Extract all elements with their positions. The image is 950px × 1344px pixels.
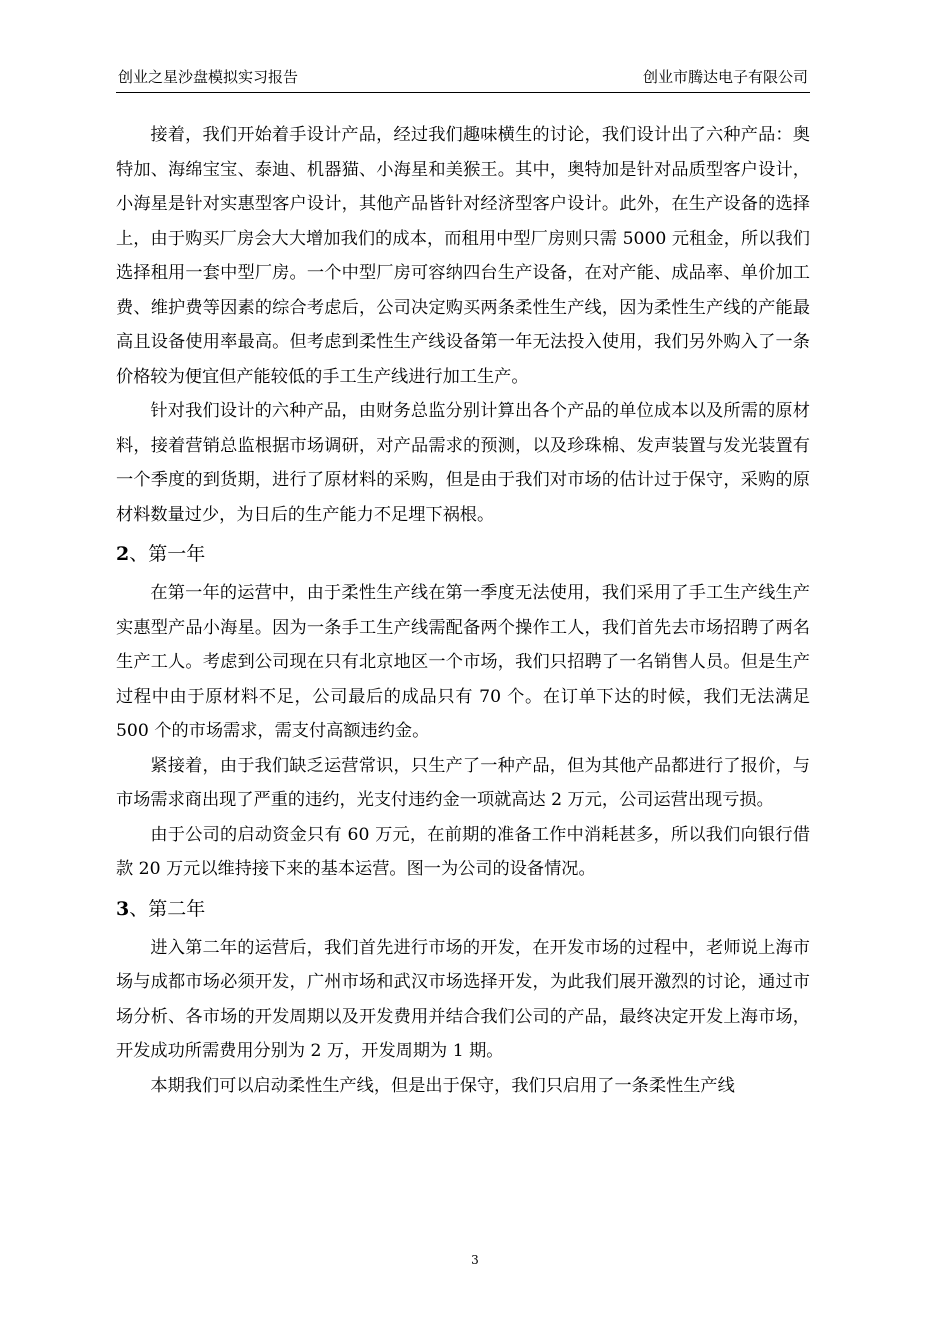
paragraph-material-purchase: 针对我们设计的六种产品，由财务总监分别计算出各个产品的单位成本以及所需的原材料，接着营销总监根据市场调研，对产品需求的预测，以及珍珠棉、发声装置与发光装置有一个季度的到货期，进行了原材料的采购，但是由于我们对市场的估计过于保守，采购的原材料数量过少，为日后的生产能力不足埋下祸根。 [116, 401, 810, 525]
section-heading-year2 [116, 887, 810, 931]
section-title: 、第二年 [129, 897, 206, 920]
page-number: 3 [471, 1253, 479, 1267]
paragraph-year1-loan: 由于公司的启动资金只有 60 万元，在前期的准备工作中消耗甚多，所以我们向银行借款 20 万元以维持接下来的基本运营。图一为公司的设备情况。 [116, 824, 810, 879]
paragraph-product-design: 接着，我们开始着手设计产品，经过我们趣味横生的讨论，我们设计出了六种产品：奥特加、海绵宝宝、泰迪、机器猫、小海星和美猴王。其中，奥特加是针对品质型客户设计，小海星是针对实惠型客户设计，其他产品皆针对经济型客户设计。此外，在生产设备的选择上，由于购买厂房会大大增加我们的成本，而租用中型厂房则只需 5000 元租金，所以我们选择租用一套中型厂房。一个中型厂房可容纳四台生产设备，在对产能、成品率、单价加工费、维护费等因素的综合考虑后，公司决定购买两条柔性生产线，因为柔性生产线的产能最高且设备使用率最高。但考虑到柔性生产线设备第一年无法投入使用，我们另外购入了一条价格较为便宜但产能较低的手工生产线进行加工生产。 [116, 125, 810, 387]
section-number: 3 [116, 897, 130, 920]
paragraph-year1-production: 在第一年的运营中，由于柔性生产线在第一季度无法使用，我们采用了手工生产线生产实惠型产品小海星。因为一条手工生产线需配备两个操作工人，我们首先去市场招聘了两名生产工人。考虑到公司现在只有北京地区一个市场，我们只招聘了一名销售人员。但是生产过程中由于原材料不足，公司最后的成品只有 70 个。在订单下达的时候，我们无法满足 500 个的市场需求，需支付高额违约金。 [116, 583, 810, 741]
header-report-title: 创业之星沙盘模拟实习报告 [118, 68, 299, 86]
page-header [116, 66, 810, 93]
header-company-name: 创业市腾达电子有限公司 [642, 68, 808, 86]
section-title: 、第一年 [129, 543, 206, 565]
document-body [116, 118, 810, 1103]
section-number: 2 [116, 543, 130, 565]
section-heading-year1 [116, 532, 810, 576]
paragraph-year2-production: 本期我们可以启动柔性生产线，但是出于保守，我们只启用了一条柔性生产线 [150, 1075, 735, 1096]
paragraph-year2-market: 进入第二年的运营后，我们首先进行市场的开发，在开发市场的过程中，老师说上海市场与成都市场必须开发，广州市场和武汉市场选择开发，为此我们展开激烈的讨论，通过市场分析、各市场的开发周期以及开发费用并结合我们公司的产品，最终决定开发上海市场，开发成功所需费用分别为 2 万，开发周期为 1 期。 [116, 937, 810, 1061]
paragraph-year1-penalty: 紧接着，由于我们缺乏运营常识，只生产了一种产品，但为其他产品都进行了报价，与市场需求商出现了严重的违约，光支付违约金一项就高达 2 万元，公司运营出现亏损。 [116, 755, 810, 810]
